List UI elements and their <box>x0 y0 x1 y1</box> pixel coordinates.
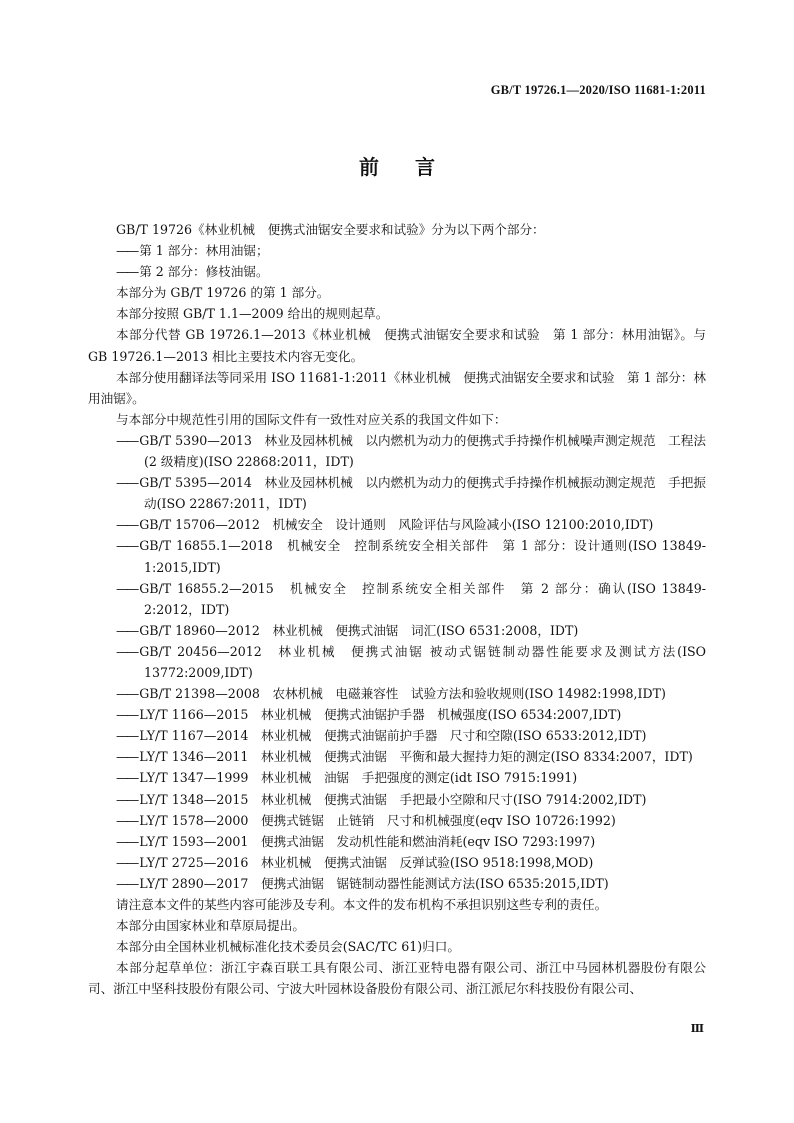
committee-statement: 本部分由全国林业机械标准化技术委员会(SAC/TC 61)归口。 <box>116 939 460 955</box>
reference-item: —— GB/T 21398—2008 农林机械 电磁兼容性 试验方法和验收规则(ISO 14982:1998,IDT) <box>88 683 706 704</box>
reference-item: —— LY/T 1346—2011 林业机械 便携式油锯 平衡和最大握持力矩的测定(ISO 8334:2007，IDT) <box>88 746 706 767</box>
patent-notice: 请注意本文件的某些内容可能涉及专利。本文件的发布机构不承担识别这些专利的责任。 <box>116 897 608 912</box>
reference-item: —— LY/T 2890—2017 便携式油锯 锯链制动器性能测试方法(ISO 6535:2015,IDT) <box>88 873 706 894</box>
reference-item: —— GB/T 15706—2012 机械安全 设计通则 风险评估与风险减小(ISO 12100:2010,IDT) <box>88 514 706 535</box>
reference-item: —— LY/T 1578—2000 便携式链锯 止链销 尺寸和机械强度(eqv ISO 10726:1992) <box>88 810 706 831</box>
paragraph: 本部分为 GB/T 19726 的第 1 部分。 <box>116 285 330 301</box>
page-title: 前言 <box>359 155 471 179</box>
paragraph: 本部分代替 GB 19726.1—2013《林业机械 便携式油锯安全要求和试验 第 1 部分：林用油锯》。与 GB 19726.1—2013 相比主要技术内容无变化。 <box>88 327 706 364</box>
intro-paragraph: GB/T 19726《林业机械 便携式油锯安全要求和试验》分为以下两个部分： <box>116 222 545 237</box>
reference-item: —— LY/T 2725—2016 林业机械 便携式油锯 反弹试验(ISO 9518:1998,MOD) <box>88 852 706 873</box>
reference-item: —— GB/T 5390—2013 林业及园林机械 以内燃机为动力的便携式手持操作机械噪声测定规范 工程法(2 级精度)(ISO 22868:2011，IDT) <box>88 430 706 472</box>
reference-item: —— GB/T 16855.1—2018 机械安全 控制系统安全相关部件 第 1 部分：设计通则(ISO 13849-1:2015,IDT) <box>88 535 706 577</box>
page-number: Ⅲ <box>690 1023 704 1035</box>
proposer-statement: 本部分由国家林业和草原局提出。 <box>116 918 305 934</box>
reference-item: —— GB/T 20456—2012 林业机械 便携式油锯 被动式锯链制动器性能要求及测试方法(ISO 13772:2009,IDT) <box>88 641 706 683</box>
part-list-item: —— 第 1 部分：林用油锯； <box>88 240 706 261</box>
reference-item: —— LY/T 1348—2015 林业机械 便携式油锯 手把最小空隙和尺寸(ISO 7914:2002,IDT) <box>88 789 706 810</box>
reference-item: —— GB/T 18960—2012 林业机械 便携式油锯 词汇(ISO 6531:2008，IDT) <box>88 620 706 641</box>
reference-item: —— LY/T 1167—2014 林业机械 便携式油锯前护手器 尺寸和空隙(ISO 6533:2012,IDT) <box>88 725 706 746</box>
paragraph: 本部分使用翻译法等同采用 ISO 11681-1:2011《林业机械 便携式油锯安全要求和试验 第 1 部分：林用油锯》。 <box>88 369 706 406</box>
paragraph: 本部分按照 GB/T 1.1—2009 给出的规则起草。 <box>116 306 389 322</box>
part-list-item: —— 第 2 部分：修枝油锯。 <box>88 261 706 282</box>
reference-item: —— LY/T 1347—1999 林业机械 油锯 手把强度的测定(idt ISO 7915:1991) <box>88 767 706 788</box>
document-body <box>88 219 706 999</box>
paragraph: 与本部分中规范性引用的国际文件有一致性对应关系的我国文件如下： <box>116 411 507 427</box>
standard-code-header: GB/T 19726.1—2020/ISO 11681-1:2011 <box>490 83 706 97</box>
reference-item: —— GB/T 5395—2014 林业及园林机械 以内燃机为动力的便携式手持操作机械振动测定规范 手把振动(ISO 22867:2011，IDT) <box>88 472 706 514</box>
drafting-units: 本部分起草单位：浙江宇森百联工具有限公司、浙江亚特电器有限公司、浙江中马园林机器股份有限公司、浙江中坚科技股份有限公司、宁波大叶园林设备股份有限公司、浙江派尼尔科技股份有限公司、 <box>88 960 706 997</box>
reference-item: —— LY/T 1593—2001 便携式油锯 发动机性能和燃油消耗(eqv ISO 7293:1997) <box>88 831 706 852</box>
reference-item: —— LY/T 1166—2015 林业机械 便携式油锯护手器 机械强度(ISO 6534:2007,IDT) <box>88 704 706 725</box>
reference-item: —— GB/T 16855.2—2015 机械安全 控制系统安全相关部件 第 2 部分：确认(ISO 13849-2:2012，IDT) <box>88 578 706 620</box>
